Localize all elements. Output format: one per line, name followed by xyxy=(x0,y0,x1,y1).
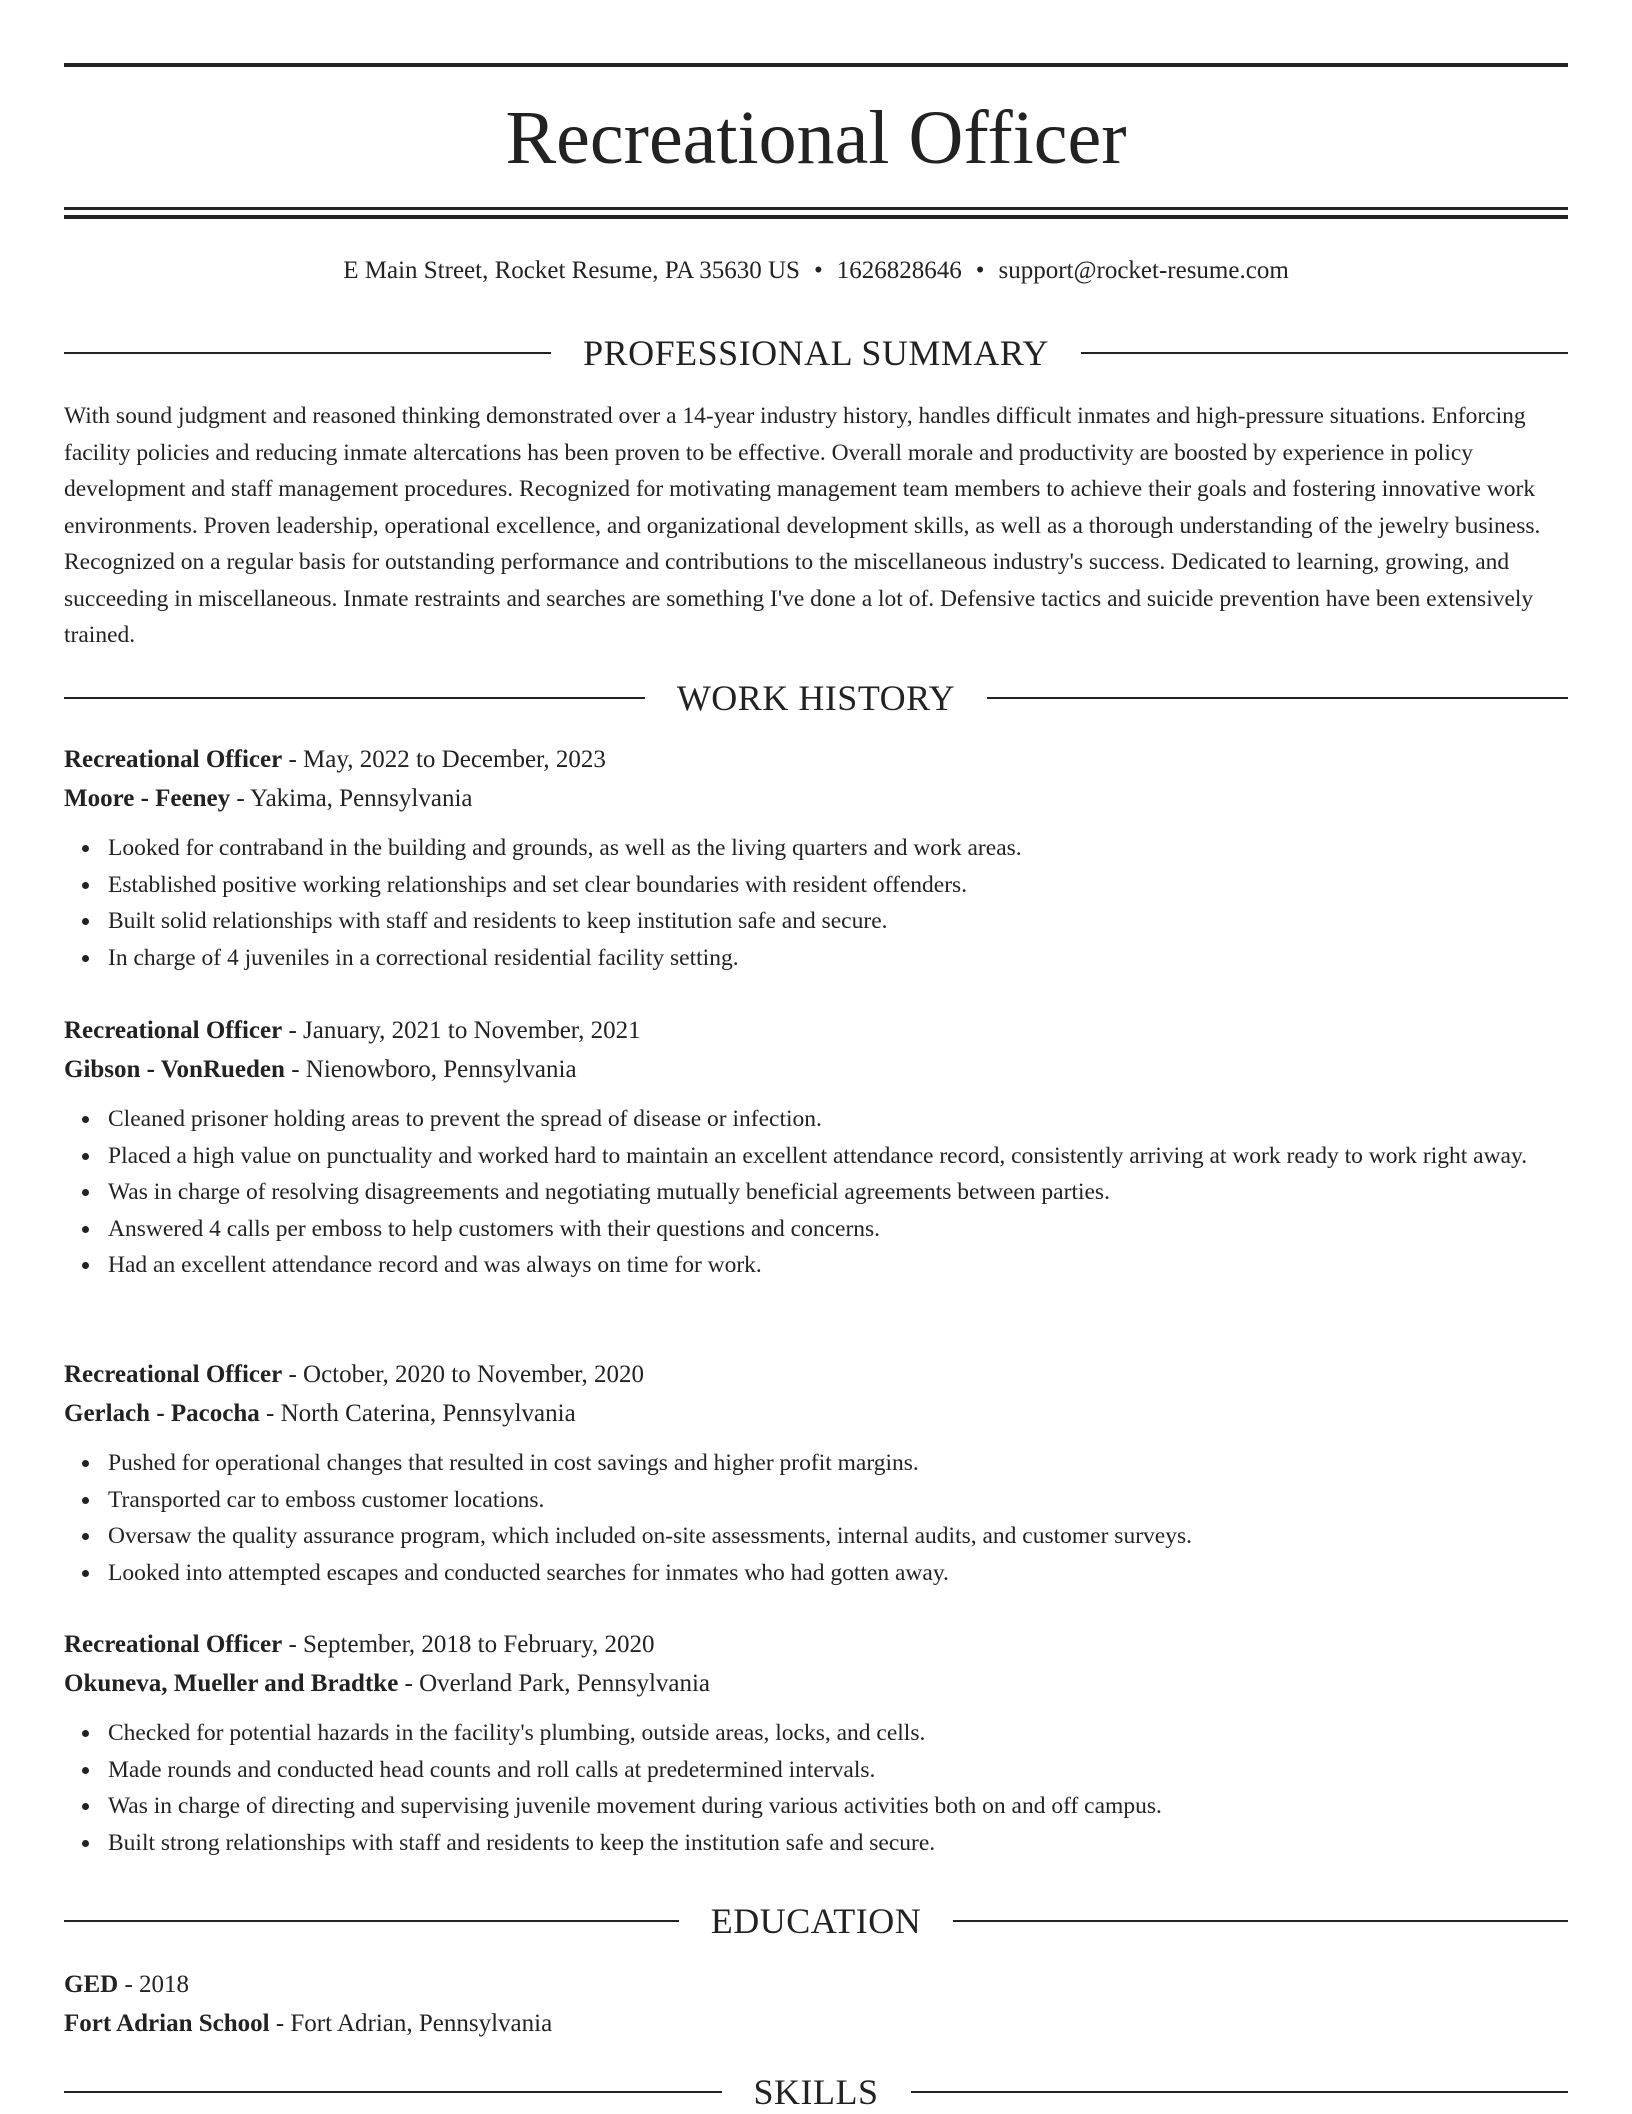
section-rule xyxy=(64,352,551,354)
education-year: - 2018 xyxy=(118,1971,190,1998)
job-dates: - May, 2022 to December, 2023 xyxy=(282,746,606,773)
job-bullet: Checked for potential hazards in the facility's plumbing, outside areas, locks, and cells. xyxy=(108,1715,1568,1752)
job-title-line xyxy=(64,1355,1568,1394)
job-title: Recreational Officer xyxy=(64,746,283,773)
job-bullet: In charge of 4 juveniles in a correctional residential facility setting. xyxy=(108,940,1568,977)
education-degree-line xyxy=(64,1965,1568,2004)
education-school-line xyxy=(64,2004,1568,2043)
contact-separator: • xyxy=(975,257,985,284)
job-entry xyxy=(64,1625,1568,1861)
job-bullet: Looked for contraband in the building and grounds, as well as the living quarters and work areas. xyxy=(108,830,1568,867)
top-rule xyxy=(64,63,1568,67)
job-bullet: Was in charge of directing and supervising juvenile movement during various activities both on and off campus. xyxy=(108,1788,1568,1825)
job-dates: - January, 2021 to November, 2021 xyxy=(282,1017,641,1044)
job-bullet: Oversaw the quality assurance program, which included on-site assessments, internal audits, and customer surveys. xyxy=(108,1518,1568,1555)
section-header-work xyxy=(64,676,1568,720)
job-bullet: Was in charge of resolving disagreements and negotiating mutually beneficial agreements between parties. xyxy=(108,1174,1568,1211)
education-location: - Fort Adrian, Pennsylvania xyxy=(269,2010,553,2037)
section-header-education xyxy=(64,1899,1568,1943)
section-rule xyxy=(64,697,645,699)
job-company-line xyxy=(64,1394,1568,1433)
job-bullet: Established positive working relationships and set clear boundaries with resident offenders. xyxy=(108,867,1568,904)
job-bullets xyxy=(64,1101,1568,1284)
job-company-line xyxy=(64,1664,1568,1703)
job-title: Recreational Officer xyxy=(64,1361,283,1388)
job-bullet: Looked into attempted escapes and conducted searches for inmates who had gotten away. xyxy=(108,1555,1568,1592)
job-company: Gerlach - Pacocha xyxy=(64,1400,260,1427)
resume-title: Recreational Officer xyxy=(505,96,1127,180)
job-bullet: Had an excellent attendance record and was always on time for work. xyxy=(108,1247,1568,1284)
job-title: Recreational Officer xyxy=(64,1631,283,1658)
summary-paragraph: With sound judgment and reasoned thinking demonstrated over a 14-year industry history, handles difficult inmates and high-pressure situations. Enforcing facility policies and reducing inmate altercations has been proven to be effective. Overall morale and productivity are boosted by experience in policy development and staff management procedures. Recognized for motivating management team members to achieve their goals and fostering innovative work environments. Proven leadership, operational excellence, and organizational development skills, as well as a thorough understanding of the jewelry business. Recognized on a regular basis for outstanding performance and contributions to the miscellaneous industry's success. Dedicated to learning, growing, and succeeding in miscellaneous. Inmate restraints and searches are something I've done a lot of. Defensive tactics and suicide prevention have been extensively trained. xyxy=(64,403,1541,648)
education-degree: GED xyxy=(64,1971,119,1998)
section-title: EDUCATION xyxy=(710,1901,922,1941)
job-dates: - September, 2018 to February, 2020 xyxy=(282,1631,655,1658)
job-location: - North Caterina, Pennsylvania xyxy=(259,1400,576,1427)
job-bullet: Built solid relationships with staff and residents to keep institution safe and secure. xyxy=(108,903,1568,940)
contact-line xyxy=(64,254,1568,288)
job-entry xyxy=(64,1011,1568,1284)
contact-phone: 1626828646 xyxy=(836,257,962,284)
section-title: WORK HISTORY xyxy=(676,678,956,718)
contact-separator: • xyxy=(813,257,823,284)
job-location: - Yakima, Pennsylvania xyxy=(230,785,473,812)
job-bullets xyxy=(64,1715,1568,1861)
education-school: Fort Adrian School xyxy=(64,2010,270,2037)
section-rule xyxy=(1081,352,1568,354)
contact-address: E Main Street, Rocket Resume, PA 35630 US xyxy=(343,257,800,284)
section-rule xyxy=(911,2091,1569,2093)
job-location: - Overland Park, Pennsylvania xyxy=(398,1670,711,1697)
job-location: - Nienowboro, Pennsylvania xyxy=(284,1056,577,1083)
header-rule-upper xyxy=(64,207,1568,210)
job-bullet: Transported car to emboss customer locations. xyxy=(108,1482,1568,1519)
job-company-line xyxy=(64,1050,1568,1089)
job-title-line xyxy=(64,1011,1568,1050)
job-company: Gibson - VonRueden xyxy=(64,1056,285,1083)
job-title-line xyxy=(64,1625,1568,1664)
job-title: Recreational Officer xyxy=(64,1017,283,1044)
job-bullet: Placed a high value on punctuality and worked hard to maintain an excellent attendance record, consistently arriving at work ready to work right away. xyxy=(108,1138,1568,1175)
section-title: SKILLS xyxy=(753,2072,879,2112)
job-title-line xyxy=(64,740,1568,779)
header-rule-lower xyxy=(64,215,1568,219)
job-bullet: Cleaned prisoner holding areas to prevent the spread of disease or infection. xyxy=(108,1101,1568,1138)
job-bullets xyxy=(64,830,1568,976)
job-bullet: Made rounds and conducted head counts and roll calls at predetermined intervals. xyxy=(108,1752,1568,1789)
section-rule xyxy=(64,1920,679,1922)
job-entry xyxy=(64,1355,1568,1591)
job-company: Moore - Feeney xyxy=(64,785,231,812)
job-dates: - October, 2020 to November, 2020 xyxy=(282,1361,645,1388)
contact-email: support@rocket-resume.com xyxy=(998,257,1289,284)
section-header-summary xyxy=(64,331,1568,375)
section-rule xyxy=(64,2091,722,2093)
job-bullet: Built strong relationships with staff and residents to keep the institution safe and secure. xyxy=(108,1825,1568,1862)
job-company: Okuneva, Mueller and Bradtke xyxy=(64,1670,399,1697)
section-header-skills xyxy=(64,2070,1568,2114)
section-rule xyxy=(987,697,1568,699)
job-entry xyxy=(64,740,1568,976)
job-bullet: Answered 4 calls per emboss to help customers with their questions and concerns. xyxy=(108,1211,1568,1248)
section-title: PROFESSIONAL SUMMARY xyxy=(583,333,1049,373)
section-rule xyxy=(953,1920,1568,1922)
job-bullets xyxy=(64,1445,1568,1591)
education-entry xyxy=(64,1965,1568,2043)
job-bullet: Pushed for operational changes that resulted in cost savings and higher profit margins. xyxy=(108,1445,1568,1482)
job-company-line xyxy=(64,779,1568,818)
